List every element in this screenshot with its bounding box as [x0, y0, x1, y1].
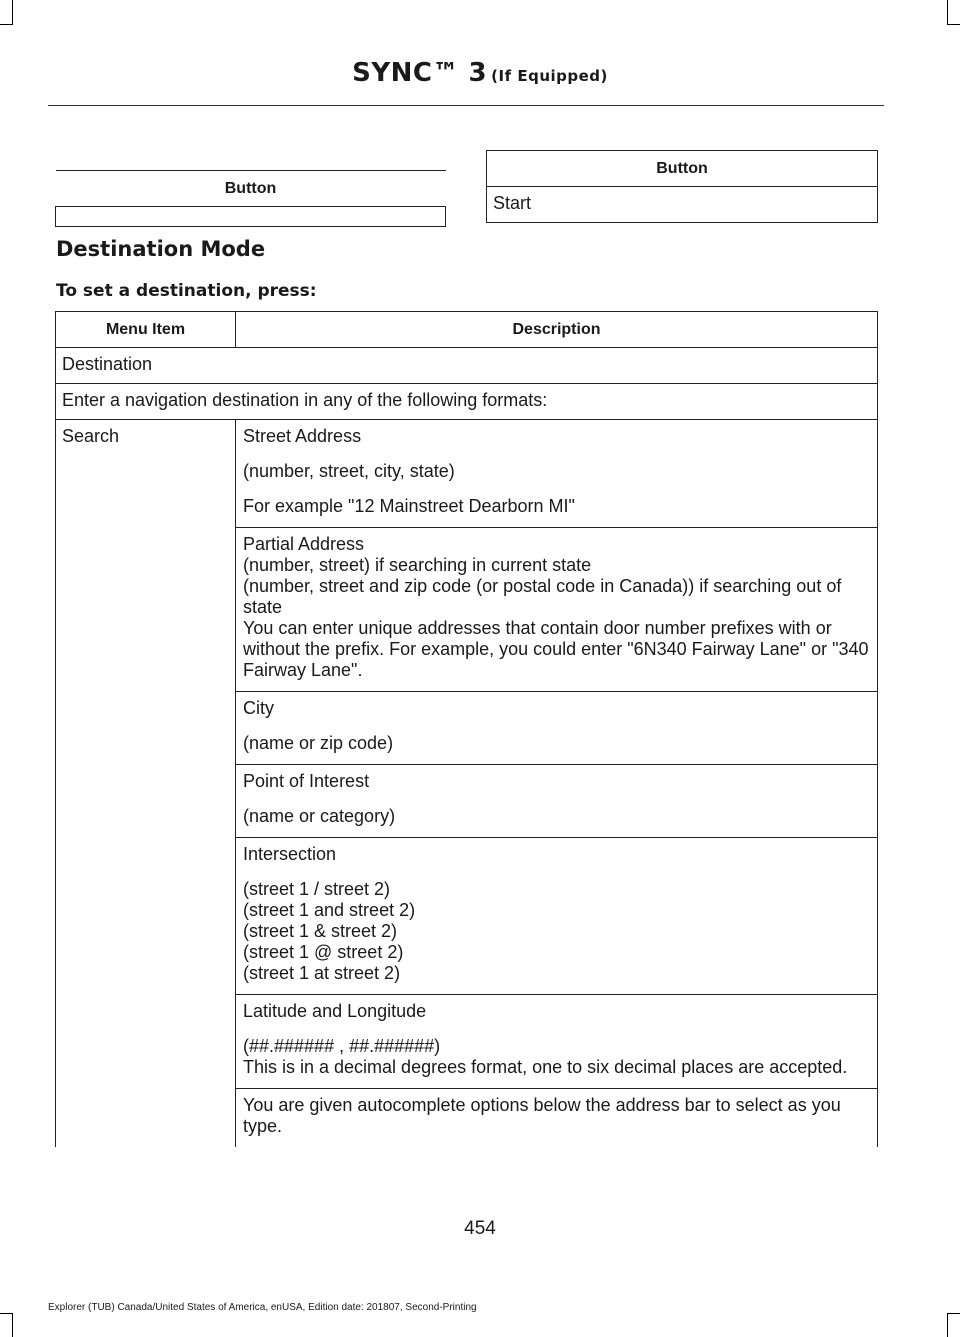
- desc-line: Street Address: [243, 426, 362, 446]
- page-header: [0, 58, 960, 88]
- footer-edition-text: Explorer (TUB) Canada/United States of America, enUSA, Edition date: 201807, Second-Printing: [48, 1302, 477, 1313]
- desc-line: (street 1 and street 2): [243, 900, 416, 920]
- crop-mark-top-left: [0, 24, 13, 25]
- desc-line: (number, street) if searching in current state: [243, 555, 592, 575]
- button-table-continued-left: [55, 170, 446, 227]
- crop-mark-top-right: [947, 0, 948, 24]
- crop-mark-bottom-right: [947, 1313, 948, 1337]
- desc-intersection: [236, 838, 878, 995]
- crop-mark-bottom-left: [0, 1313, 13, 1314]
- crop-mark-top-right: [947, 24, 960, 25]
- menu-item-search: Search: [56, 420, 236, 1148]
- desc-line: (name or zip code): [243, 733, 394, 753]
- desc-line: (number, street, city, state): [243, 461, 455, 481]
- desc-line: Intersection: [243, 844, 337, 864]
- desc-line: You are given autocomplete options below the address bar to select as you type.: [243, 1095, 841, 1136]
- desc-line: (street 1 / street 2): [243, 879, 391, 899]
- desc-line: Point of Interest: [243, 771, 370, 791]
- desc-line: This is in a decimal degrees format, one to six decimal places are accepted.: [243, 1057, 848, 1077]
- desc-line: For example "12 Mainstreet Dearborn MI": [243, 496, 575, 516]
- desc-line: (street 1 @ street 2): [243, 942, 404, 962]
- table-header-button: Button: [487, 151, 878, 187]
- desc-line: You can enter unique addresses that contain door number prefixes with or without the prefix. For example, you could enter "6N340 Fairway Lane" or "340 Fairway Lane".: [243, 618, 869, 680]
- desc-line: (name or category): [243, 806, 396, 826]
- desc-autocomplete: [236, 1089, 878, 1148]
- desc-line: (street 1 & street 2): [243, 921, 398, 941]
- desc-latitude-longitude: [236, 995, 878, 1089]
- desc-partial-address: [236, 528, 878, 692]
- crop-mark-bottom-right: [947, 1313, 960, 1314]
- desc-line: (number, street and zip code (or postal code in Canada)) if searching out of state: [243, 576, 842, 617]
- desc-line: Latitude and Longitude: [243, 1001, 427, 1021]
- destination-menu-table: [55, 311, 878, 1147]
- desc-city: [236, 692, 878, 765]
- table-cell-start: Start: [493, 193, 532, 213]
- desc-line: (street 1 at street 2): [243, 963, 401, 983]
- column-header-menu-item: Menu Item: [56, 312, 236, 348]
- header-subtitle: (If Equipped): [491, 67, 608, 85]
- crop-mark-top-left: [12, 0, 13, 24]
- desc-line: City: [243, 698, 274, 718]
- page-number: 454: [464, 1218, 496, 1239]
- row-destination: Destination: [56, 348, 878, 384]
- intro-text: To set a destination, press:: [56, 281, 317, 301]
- row-enter-destination: Enter a navigation destination in any of the following formats:: [56, 384, 878, 420]
- button-table-right: [486, 150, 878, 223]
- column-header-description: Description: [236, 312, 878, 348]
- section-title: Destination Mode: [56, 237, 266, 261]
- empty-row: [56, 207, 446, 227]
- header-title: SYNC™ 3: [352, 58, 488, 88]
- desc-line: Partial Address: [243, 534, 365, 554]
- desc-line: (##.###### , ##.######): [243, 1036, 441, 1056]
- desc-point-of-interest: [236, 765, 878, 838]
- table-header-button: Button: [56, 171, 446, 207]
- crop-mark-bottom-left: [12, 1313, 13, 1337]
- header-divider: [48, 105, 884, 106]
- desc-street-address: [236, 420, 878, 528]
